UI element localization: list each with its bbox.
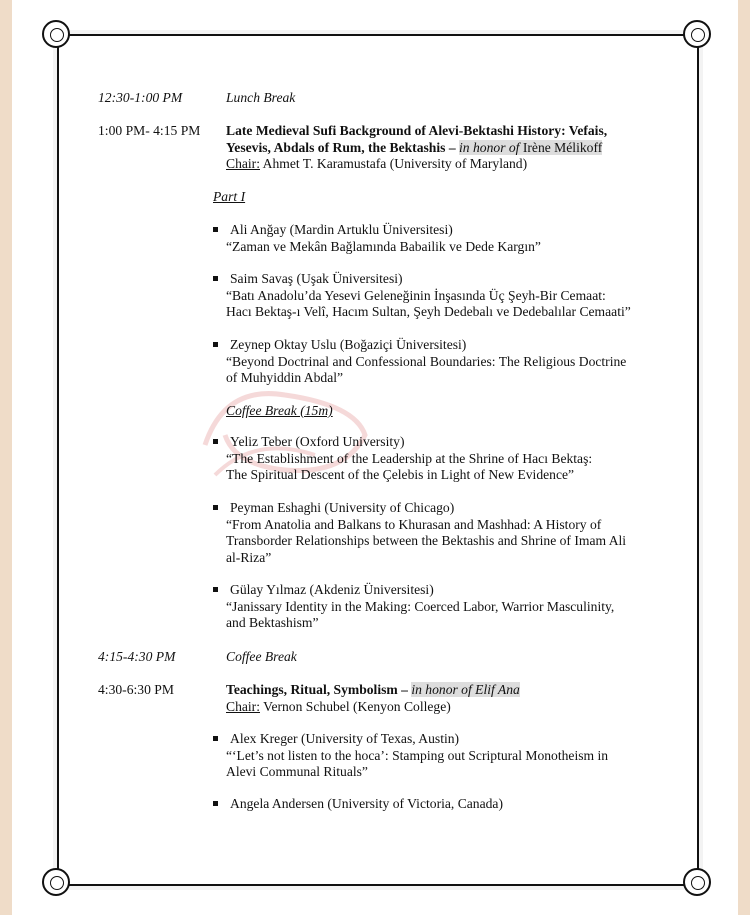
corner-ornament-icon xyxy=(42,20,70,48)
session2-header: Teachings, Ritual, Symbolism – in honor of Elif Ana Chair: Vernon Schubel (Kenyon College) xyxy=(226,682,520,714)
talk: Ali Anğay (Mardin Artuklu Üniversitesi) “Zaman ve Mekân Bağlamında Babailik ve Dede Kargın” xyxy=(213,222,541,255)
session1-time: 1:00 PM- 4:15 PM xyxy=(98,123,201,138)
coffee-inline: Coffee Break (15m) xyxy=(226,403,333,418)
corner-ornament-icon xyxy=(683,868,711,896)
part-heading: Part I xyxy=(213,189,246,204)
coffee-time: 4:15-4:30 PM xyxy=(98,649,176,664)
talk: Peyman Eshaghi (University of Chicago) “From Anatolia and Balkans to Khurasan and Mashhad: A History of Transborder Relationships between the Bektashis and Shrine of Imam Ali al-Riza” xyxy=(213,500,626,566)
lunch-time: 12:30-1:00 PM xyxy=(98,90,183,105)
talk: Gülay Yılmaz (Akdeniz Üniversitesi) “Janissary Identity in the Making: Coerced Labor, Warrior Masculinity, and Bektashism” xyxy=(213,582,614,632)
lunch-label: Lunch Break xyxy=(226,90,296,105)
talk: Alex Kreger (University of Texas, Austin) “‘Let’s not listen to the hoca’: Stamping out Scriptural Monotheism in Alevi Communal Rituals” xyxy=(213,731,608,781)
corner-ornament-icon xyxy=(42,868,70,896)
session1-header: Late Medieval Sufi Background of Alevi-Bektashi History: Vefais, Yesevis, Abdals of Rum, the Bektashis – in honor of Irène Mélikoff Chair: Ahmet T. Karamustafa (University of Maryland) xyxy=(226,123,608,171)
session2-time: 4:30-6:30 PM xyxy=(98,682,174,697)
right-border-strip xyxy=(738,0,750,915)
corner-ornament-icon xyxy=(683,20,711,48)
talk: Yeliz Teber (Oxford University) “The Establishment of the Leadership at the Shrine of Hacı Bektaş: The Spiritual Descent of the Çelebis in Light of New Evidence” xyxy=(213,434,592,484)
talk: Zeynep Oktay Uslu (Boğaziçi Üniversitesi) “Beyond Doctrinal and Confessional Boundaries: The Religious Doctrine of Muhyiddin Abdal” xyxy=(213,337,626,387)
talk: Saim Savaş (Uşak Üniversitesi) “Batı Anadolu’da Yesevi Geleneğinin İnşasında Üç Şeyh-Bir Cemaat: Hacı Bektaş-ı Velî, Hacım Sultan, Şeyh Dedebalı ve Dedebalılar Cemaati” xyxy=(213,271,631,321)
coffee-label: Coffee Break xyxy=(226,649,297,664)
talk: Angela Andersen (University of Victoria, Canada) xyxy=(213,796,503,813)
left-border-strip xyxy=(0,0,12,915)
